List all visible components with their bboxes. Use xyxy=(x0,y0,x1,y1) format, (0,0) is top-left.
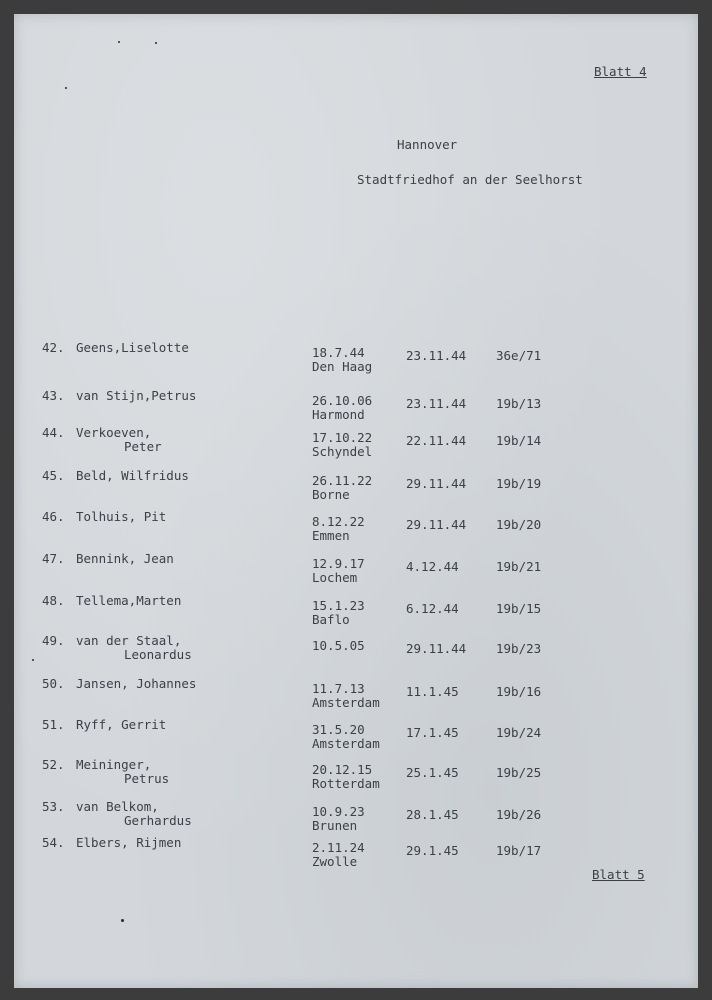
birth-place: Emmen xyxy=(312,528,350,543)
birth-place: Zwolle xyxy=(312,854,358,869)
entry-number: 47. xyxy=(42,551,65,566)
death-date: 29.11.44 xyxy=(406,476,467,491)
grave-number: 19b/25 xyxy=(496,765,542,780)
entry-number: 52. xyxy=(42,757,65,772)
grave-number: 19b/13 xyxy=(496,396,542,411)
entry-number: 43. xyxy=(42,388,65,403)
death-date: 4.12.44 xyxy=(406,559,459,574)
grave-number: 19b/24 xyxy=(496,725,542,740)
dust-speck xyxy=(32,659,34,661)
birth-date: 26.10.06 xyxy=(312,393,373,408)
birth-place: Baflo xyxy=(312,612,350,627)
death-date: 29.1.45 xyxy=(406,843,459,858)
birth-date: 2.11.24 xyxy=(312,840,365,855)
death-date: 29.11.44 xyxy=(406,517,467,532)
grave-number: 19b/15 xyxy=(496,601,542,616)
death-date: 23.11.44 xyxy=(406,396,467,411)
birth-date: 11.7.13 xyxy=(312,681,365,696)
entry-number: 54. xyxy=(42,835,65,850)
entry-number: 42. xyxy=(42,340,65,355)
birth-place: Brunen xyxy=(312,818,358,833)
entry-number: 46. xyxy=(42,509,65,524)
birth-place: Den Haag xyxy=(312,359,373,374)
death-date: 17.1.45 xyxy=(406,725,459,740)
entry-number: 44. xyxy=(42,425,65,440)
entry-name: Geens,Liselotte xyxy=(76,340,189,355)
death-date: 11.1.45 xyxy=(406,684,459,699)
birth-date: 8.12.22 xyxy=(312,514,365,529)
entry-name: Meininger, xyxy=(76,757,152,772)
death-date: 6.12.44 xyxy=(406,601,459,616)
birth-place: Lochem xyxy=(312,570,358,585)
birth-place: Rotterdam xyxy=(312,776,380,791)
entry-number: 53. xyxy=(42,799,65,814)
entry-name-continued: Peter xyxy=(124,439,162,454)
birth-place: Borne xyxy=(312,487,350,502)
death-date: 25.1.45 xyxy=(406,765,459,780)
entry-name: Elbers, Rijmen xyxy=(76,835,182,850)
entry-name-continued: Gerhardus xyxy=(124,813,192,828)
birth-date: 26.11.22 xyxy=(312,473,373,488)
birth-date: 17.10.22 xyxy=(312,430,373,445)
birth-place: Amsterdam xyxy=(312,695,380,710)
entry-name-continued: Leonardus xyxy=(124,647,192,662)
entry-name: Ryff, Gerrit xyxy=(76,717,167,732)
entry-name: Jansen, Johannes xyxy=(76,676,197,691)
birth-date: 18.7.44 xyxy=(312,345,365,360)
entry-name: Tellema,Marten xyxy=(76,593,182,608)
birth-date: 10.5.05 xyxy=(312,638,365,653)
grave-number: 19b/19 xyxy=(496,476,542,491)
entry-number: 50. xyxy=(42,676,65,691)
birth-place: Harmond xyxy=(312,407,365,422)
birth-date: 12.9.17 xyxy=(312,556,365,571)
entry-name: Verkoeven, xyxy=(76,425,152,440)
birth-date: 20.12.15 xyxy=(312,762,373,777)
grave-number: 19b/20 xyxy=(496,517,542,532)
entry-name: Beld, Wilfridus xyxy=(76,468,189,483)
birth-place: Amsterdam xyxy=(312,736,380,751)
dust-speck xyxy=(118,41,120,43)
dust-speck xyxy=(65,87,67,89)
entry-name: Tolhuis, Pit xyxy=(76,509,167,524)
death-date: 28.1.45 xyxy=(406,807,459,822)
birth-date: 15.1.23 xyxy=(312,598,365,613)
birth-date: 31.5.20 xyxy=(312,722,365,737)
entry-number: 45. xyxy=(42,468,65,483)
city-heading: Hannover xyxy=(397,137,458,152)
grave-number: 19b/14 xyxy=(496,433,542,448)
entry-number: 51. xyxy=(42,717,65,732)
grave-number: 19b/16 xyxy=(496,684,542,699)
sheet-number-top: Blatt 4 xyxy=(594,64,647,79)
entry-name: van der Staal, xyxy=(76,633,182,648)
cemetery-heading: Stadtfriedhof an der Seelhorst xyxy=(357,172,583,187)
grave-number: 19b/21 xyxy=(496,559,542,574)
entry-name-continued: Petrus xyxy=(124,771,170,786)
document-page xyxy=(14,14,698,988)
death-date: 22.11.44 xyxy=(406,433,467,448)
grave-number: 19b/23 xyxy=(496,641,542,656)
grave-number: 19b/17 xyxy=(496,843,542,858)
entry-name: van Stijn,Petrus xyxy=(76,388,197,403)
sheet-number-bottom: Blatt 5 xyxy=(592,867,645,882)
grave-number: 36e/71 xyxy=(496,348,542,363)
death-date: 29.11.44 xyxy=(406,641,467,656)
grave-number: 19b/26 xyxy=(496,807,542,822)
entry-number: 48. xyxy=(42,593,65,608)
entry-name: Bennink, Jean xyxy=(76,551,174,566)
birth-date: 10.9.23 xyxy=(312,804,365,819)
entry-name: van Belkom, xyxy=(76,799,159,814)
dust-speck xyxy=(155,42,157,44)
death-date: 23.11.44 xyxy=(406,348,467,363)
entry-number: 49. xyxy=(42,633,65,648)
birth-place: Schyndel xyxy=(312,444,373,459)
dust-speck xyxy=(121,919,124,922)
